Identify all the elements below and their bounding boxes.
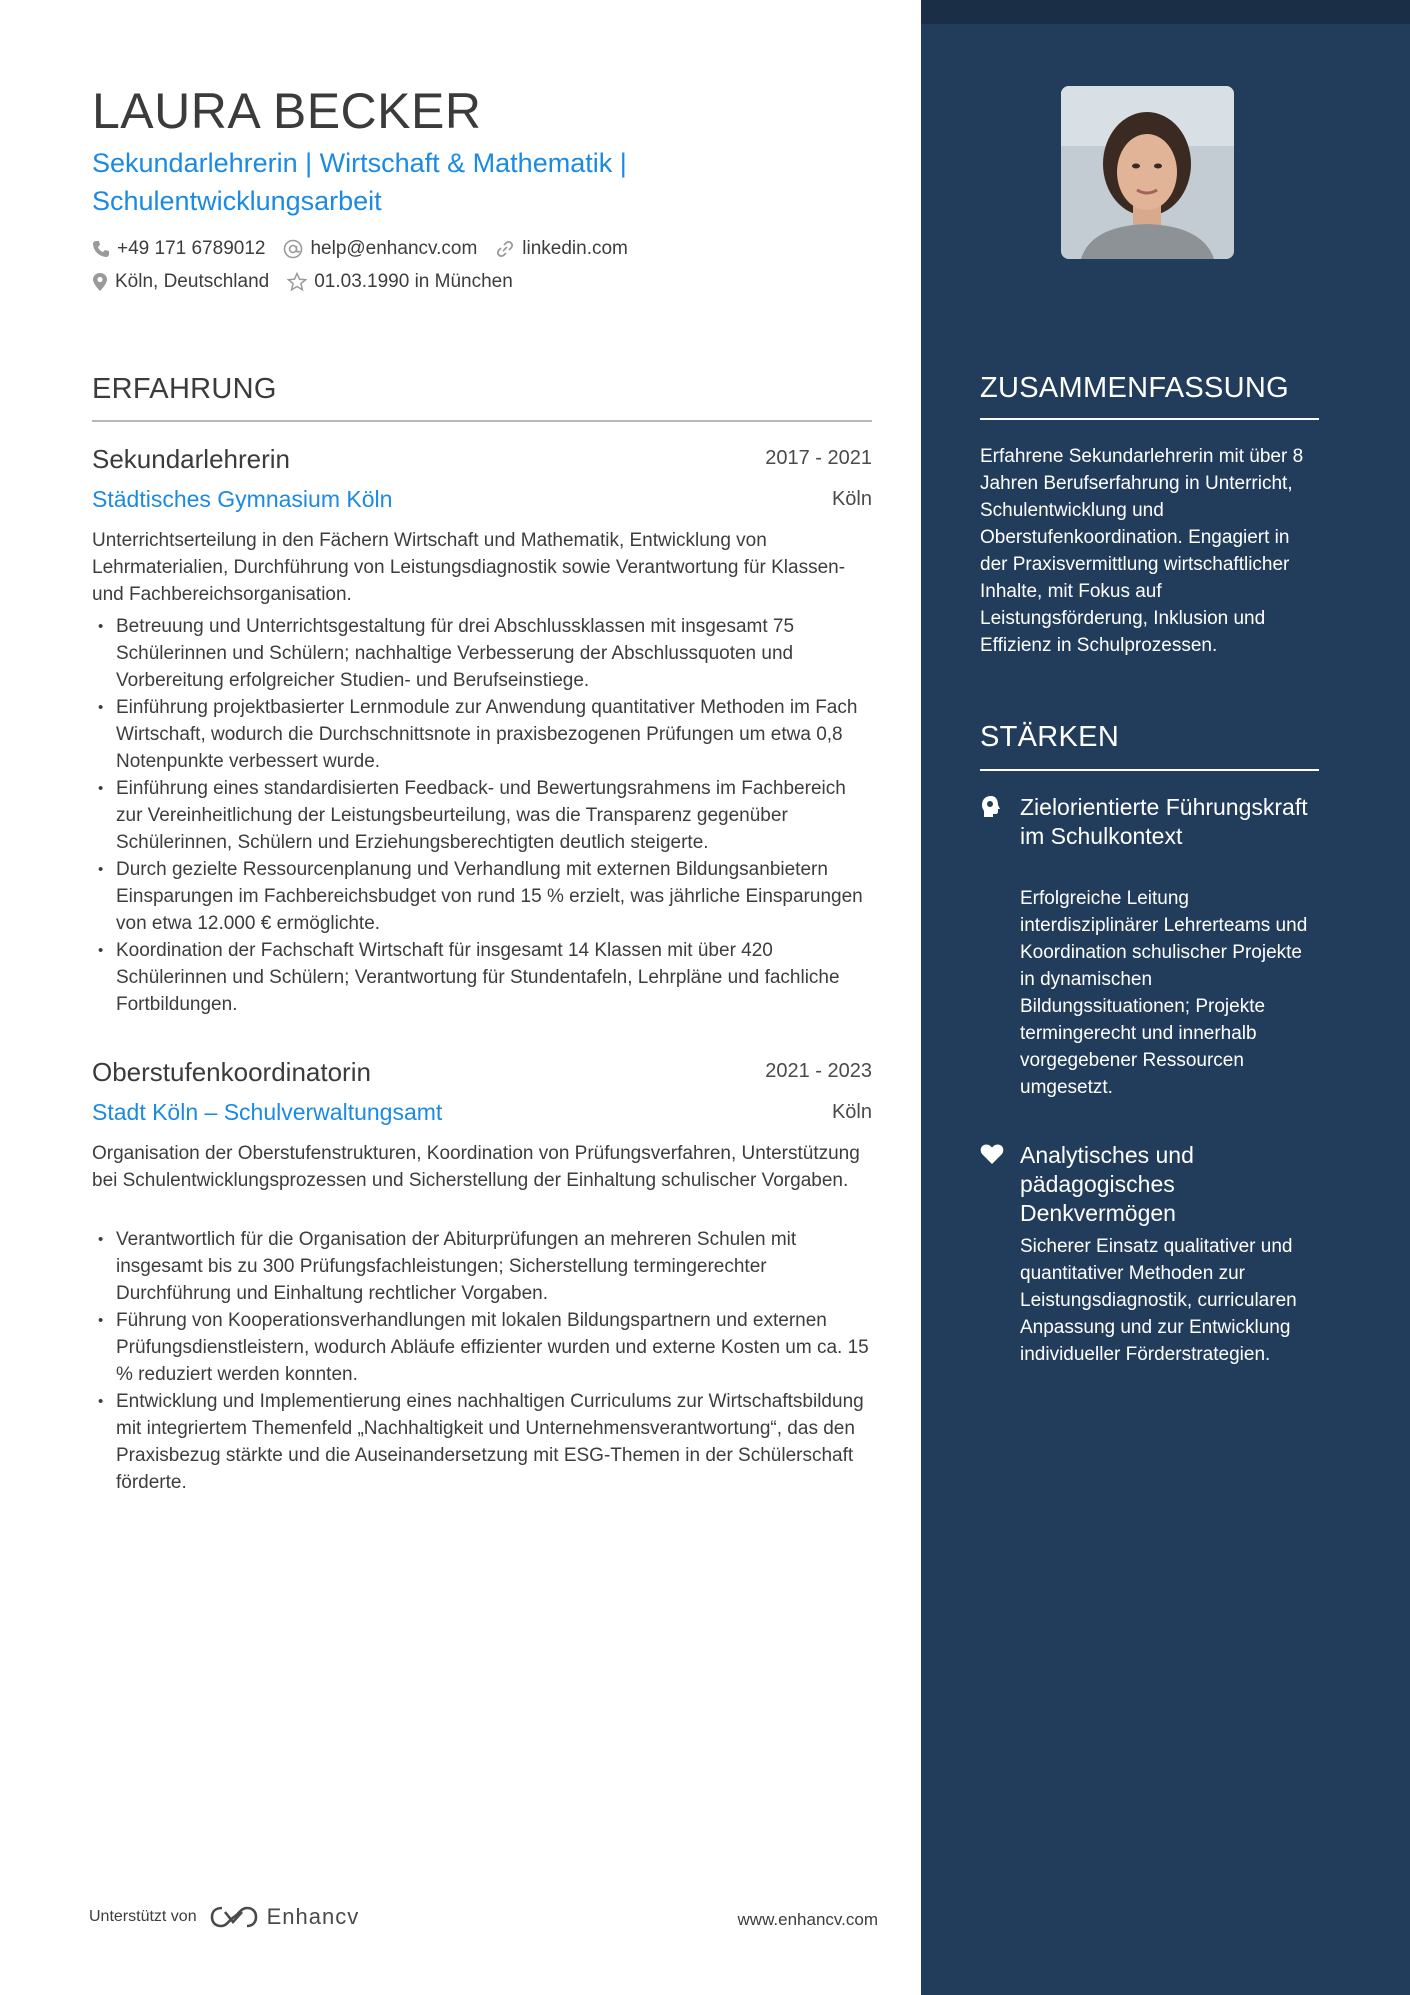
profile-photo bbox=[1061, 86, 1234, 259]
strength-title-1: Zielorientierte Führungskraft im Schulkontext bbox=[1020, 794, 1308, 849]
email-contact[interactable] bbox=[283, 238, 477, 260]
heart-icon bbox=[980, 1143, 1004, 1170]
job-bullet: • Durch gezielte Ressourcenplanung und Verhandlung mit externen Bildungsanbietern Einsparungen im Fachbereichsbudget von rund 15 % erzielt, was jährliche Einsparungen von etwa 12.000 € ermöglichte. bbox=[92, 856, 872, 937]
job-bullet: • Betreuung und Unterrichtsgestaltung für drei Abschlussklassen mit insgesamt 75 Schülerinnen und Schülern; nachhaltige Verbesserung der Abschlussquoten und Vorbereitung erfolgreicher Studien- und Berufseinstiege. bbox=[92, 613, 872, 694]
headline bbox=[92, 144, 792, 220]
experience-section-title: ERFAHRUNG bbox=[92, 373, 277, 405]
star-icon bbox=[287, 272, 307, 292]
job-bullet: • Führung von Kooperationsverhandlungen mit lokalen Bildungspartnern und externen Prüfungsdienstleistern, wodurch Abläufe effizienter wurden und externe Kosten um ca. 15 % reduziert werden konnten. bbox=[92, 1307, 872, 1388]
summary-section-title: ZUSAMMENFASSUNG bbox=[980, 372, 1290, 404]
summary-divider bbox=[980, 418, 1319, 420]
link-icon bbox=[495, 239, 515, 259]
strength-description-2: Sicherer Einsatz qualitativer und quantitativer Methoden zur Leistungsdiagnostik, curricularen Anpassung und zur Entwicklung individueller Förderstrategien. bbox=[1020, 1236, 1297, 1365]
strengths-divider bbox=[980, 769, 1319, 771]
job-bullet: • Einführung eines standardisierten Feedback- und Bewertungsrahmens im Fachbereich zur Vereinheitlichung der Leistungsbeurteilung, was die Transparenz gegenüber Schülerinnen, Schülern und Erziehungsberechtigten deutlich steigerte. bbox=[92, 775, 872, 856]
contact-row-1 bbox=[92, 238, 646, 260]
job-bullet: • Einführung projektbasierter Lernmodule zur Anwendung quantitativer Methoden im Fach Wirtschaft, wodurch die Durchschnittsnote in praxisbezogenen Prüfungen um etwa 0,8 Notenpunkte verbessert wurde. bbox=[92, 694, 872, 775]
enhancv-logo-icon bbox=[209, 1904, 259, 1930]
phone-contact[interactable] bbox=[92, 238, 265, 260]
contact-row-2 bbox=[92, 271, 531, 293]
location-pin-icon bbox=[92, 272, 108, 292]
strength-title-2: Analytisches und pädagogisches Denkvermögen bbox=[1020, 1142, 1194, 1226]
birth-text: 01.03.1990 in München bbox=[314, 271, 513, 292]
job-bullets-2 bbox=[92, 1226, 872, 1496]
footer-branding bbox=[89, 1904, 359, 1930]
job-location-2: Köln bbox=[831, 1101, 872, 1123]
email-address: help@enhancv.com bbox=[310, 238, 478, 259]
headline-line-2: Schulentwicklungsarbeit bbox=[92, 186, 382, 216]
job-company-1: Städtisches Gymnasium Köln bbox=[92, 486, 393, 512]
strength-description-1: Erfolgreiche Leitung interdisziplinärer Lehrerteams und Koordination schulischer Projekte in dynamischen Bildungssituationen; Projekte termingerecht und innerhalb vorgegebener Ressourcen umgesetzt. bbox=[1020, 888, 1308, 1098]
strengths-section-title: STÄRKEN bbox=[980, 721, 1120, 753]
job-bullet: • Koordination der Fachschaft Wirtschaft für insgesamt 14 Klassen mit über 420 Schülerinnen und Schülern; Verantwortung für Stundentafeln, Lehrpläne und fachliche Fortbildungen. bbox=[92, 937, 872, 1018]
phone-icon bbox=[92, 240, 110, 258]
experience-divider bbox=[92, 420, 872, 422]
sidebar-top-band bbox=[921, 0, 1410, 24]
job-bullets-1 bbox=[92, 613, 872, 1018]
linkedin-contact[interactable] bbox=[495, 238, 628, 260]
job-location-1: Köln bbox=[831, 488, 872, 510]
at-icon bbox=[283, 239, 303, 259]
powered-by-text: Unterstützt von bbox=[89, 1908, 197, 1925]
job-dates-2: 2021 - 2023 bbox=[765, 1060, 872, 1082]
job-description-1: Unterrichtserteilung in den Fächern Wirtschaft und Mathematik, Entwicklung von Lehrmaterialien, Durchführung von Leistungsdiagnostik sowie Verantwortung für Klassen- und Fachbereichsorganisation. bbox=[92, 530, 846, 605]
job-bullet: • Verantwortlich für die Organisation der Abiturprüfungen an mehreren Schulen mit insgesamt bis zu 300 Prüfungsfachleistungen; Sicherstellung termingerechter Durchführung und Einhaltung rechtlicher Vorgaben. bbox=[92, 1226, 872, 1307]
job-bullet: • Entwicklung und Implementierung eines nachhaltigen Curriculums zur Wirtschaftsbildung mit integriertem Themenfeld „Nachhaltigkeit und Unternehmensverantwortung“, das den Praxisbezug stärkte und die Auseinandersetzung mit ESG-Themen in der Schülerschaft förderte. bbox=[92, 1388, 872, 1496]
location-text: Köln, Deutschland bbox=[115, 271, 270, 292]
head-icon bbox=[980, 795, 1002, 824]
birth-info bbox=[287, 271, 513, 293]
footer-website[interactable]: www.enhancv.com bbox=[737, 1910, 878, 1929]
profile-photo-image bbox=[1061, 86, 1234, 259]
enhancv-wordmark: Enhancv bbox=[266, 1904, 360, 1929]
job-description-2: Organisation der Oberstufenstrukturen, Koordination von Prüfungsverfahren, Unterstützung bei Schulentwicklungsprozessen und Sicherstellung der Einhaltung schulischer Vorgaben. bbox=[92, 1143, 860, 1191]
job-dates-1: 2017 - 2021 bbox=[765, 447, 872, 469]
job-title-2: Oberstufenkoordinatorin bbox=[92, 1057, 371, 1087]
summary-text: Erfahrene Sekundarlehrerin mit über 8 Jahren Berufserfahrung in Unterricht, Schulentwicklung und Oberstufenkoordination. Engagiert in der Praxisvermittlung wirtschaftlicher Inhalte, mit Fokus auf Leistungsförderung, Inklusion und Effizienz in Schulprozessen. bbox=[980, 446, 1304, 656]
job-title-1: Sekundarlehrerin bbox=[92, 444, 291, 474]
job-company-2: Stadt Köln – Schulverwaltungsamt bbox=[92, 1099, 443, 1125]
phone-number: +49 171 6789012 bbox=[117, 238, 266, 259]
linkedin-link: linkedin.com bbox=[522, 238, 628, 259]
candidate-name: LAURA BECKER bbox=[92, 83, 482, 139]
location-contact bbox=[92, 271, 269, 293]
headline-line-1: Sekundarlehrerin | Wirtschaft & Mathematik | bbox=[92, 148, 627, 178]
